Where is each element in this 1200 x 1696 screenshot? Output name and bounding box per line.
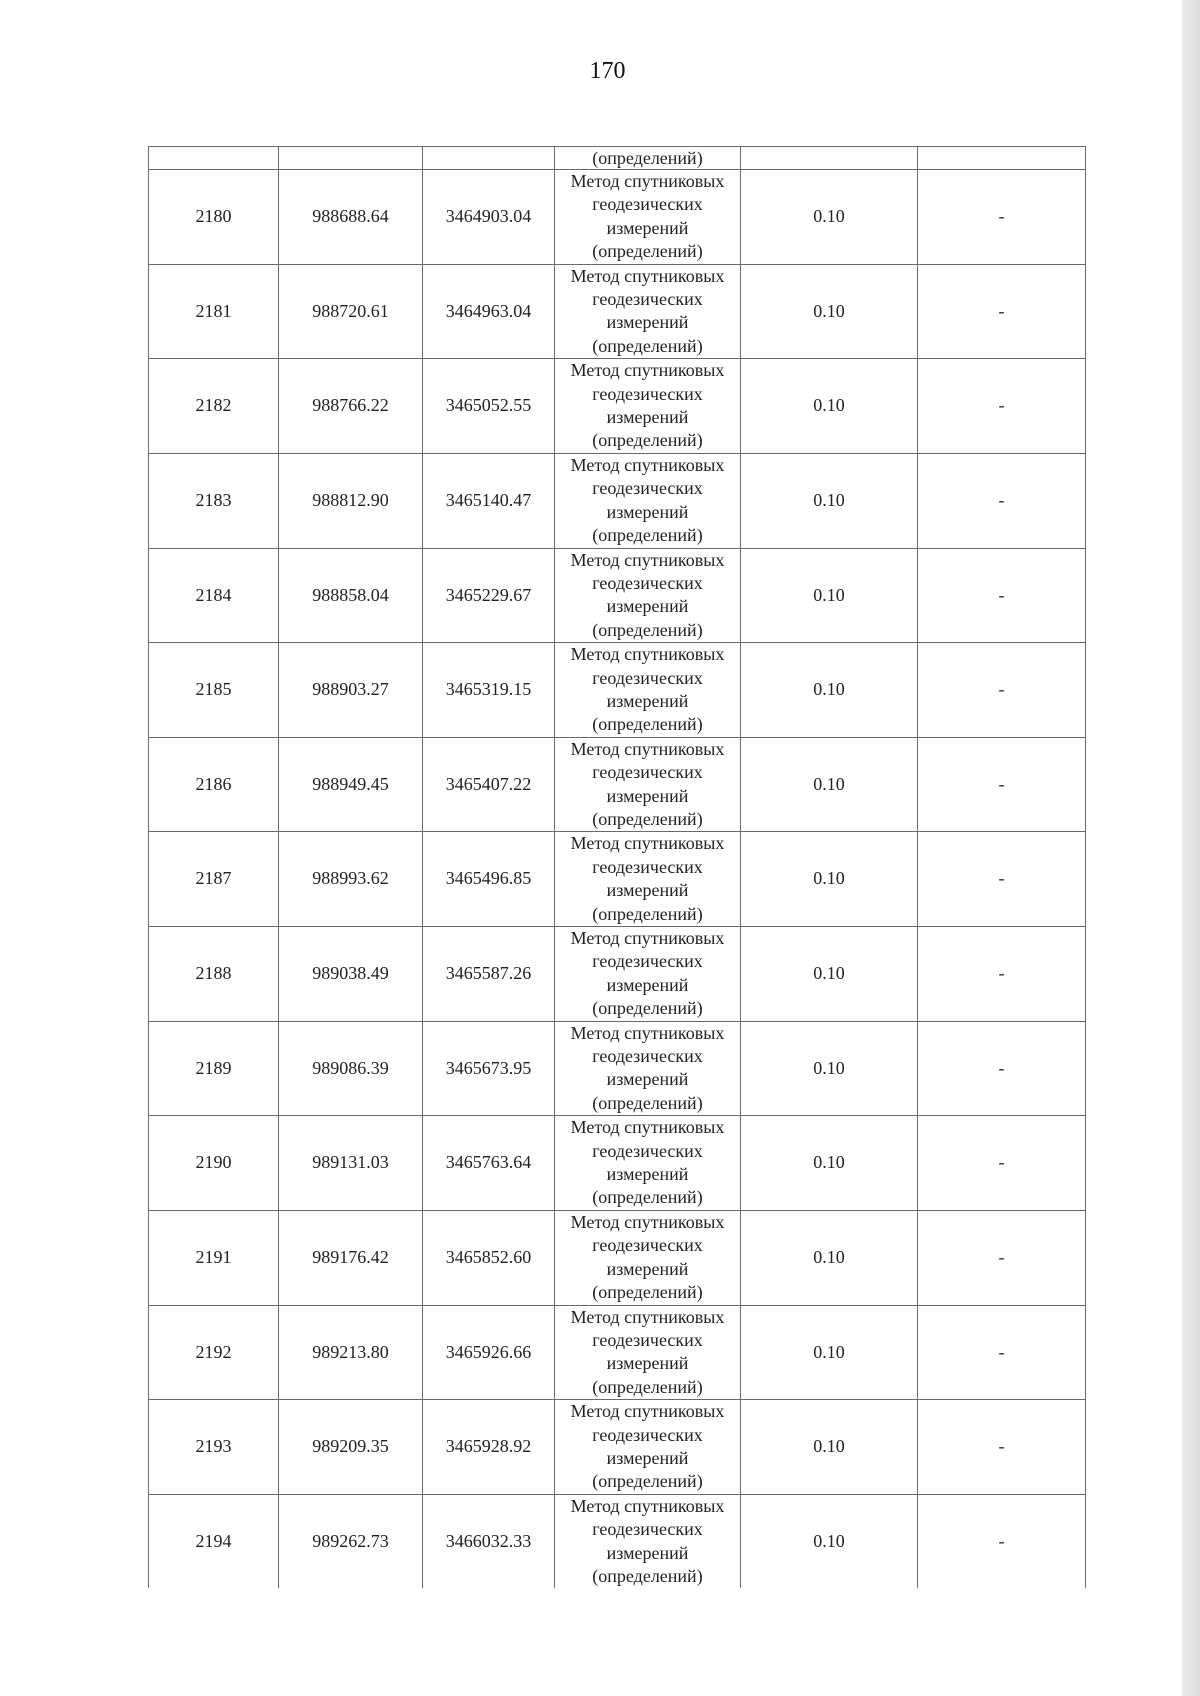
cell-accuracy: 0.10: [741, 1116, 918, 1211]
table-row: [149, 737, 1086, 832]
cell-method: [555, 1210, 741, 1305]
cell-num: [149, 147, 279, 170]
cell-x: 989131.03: [279, 1116, 423, 1211]
method-text: Метод спутниковых геодезических измерений (определений): [570, 454, 725, 546]
method-text: Метод спутниковых геодезических измерений (определений): [570, 1495, 725, 1586]
method-text: Метод спутниковых геодезических измерений (определений): [570, 1211, 725, 1303]
cell-y: 3465763.64: [423, 1116, 555, 1211]
cell-note: -: [918, 737, 1086, 832]
cell-x: 989038.49: [279, 927, 423, 1022]
scan-edge: [1182, 0, 1200, 1696]
cell-num: 2185: [149, 643, 279, 738]
cell-x: 989086.39: [279, 1021, 423, 1116]
cell-num: 2182: [149, 359, 279, 454]
method-text: Метод спутниковых геодезических измерений (определений): [570, 265, 725, 356]
table-row: [149, 1400, 1086, 1495]
table-row: [149, 1021, 1086, 1116]
cell-method: [555, 1400, 741, 1495]
cell-y: 3464903.04: [423, 170, 555, 265]
cell-note: -: [918, 1400, 1086, 1495]
cell-method: [555, 643, 741, 738]
cell-method: [555, 1021, 741, 1116]
cell-x: 989262.73: [279, 1494, 423, 1588]
cell-method: [555, 927, 741, 1022]
cell-num: 2180: [149, 170, 279, 265]
method-text: Метод спутниковых геодезических измерений (определений): [570, 644, 725, 735]
method-text: Метод спутниковых геодезических измерений (определений): [570, 738, 725, 829]
cell-y: 3465587.26: [423, 927, 555, 1022]
cell-num: 2191: [149, 1210, 279, 1305]
table-row: [149, 832, 1086, 927]
table-row: [149, 548, 1086, 643]
cell-x: 989176.42: [279, 1210, 423, 1305]
coordinates-table: [148, 146, 1086, 1588]
cell-note: -: [918, 1021, 1086, 1116]
cell-y: 3465407.22: [423, 737, 555, 832]
table-row: [149, 264, 1086, 359]
cell-accuracy: 0.10: [741, 737, 918, 832]
method-text: Метод спутниковых геодезических измерений (определений): [570, 360, 725, 451]
cell-y: 3465926.66: [423, 1305, 555, 1400]
cell-note: -: [918, 927, 1086, 1022]
table-body: [149, 147, 1086, 1589]
cell-num: 2190: [149, 1116, 279, 1211]
table-row: [149, 1494, 1086, 1588]
cell-note: -: [918, 1210, 1086, 1305]
cell-note: -: [918, 264, 1086, 359]
cell-accuracy: 0.10: [741, 170, 918, 265]
cell-note: -: [918, 643, 1086, 738]
cell-y: 3465496.85: [423, 832, 555, 927]
cell-y: 3465928.92: [423, 1400, 555, 1495]
cell-x: 988903.27: [279, 643, 423, 738]
cell-y: 3465319.15: [423, 643, 555, 738]
cell-x: 988949.45: [279, 737, 423, 832]
cell-num: 2188: [149, 927, 279, 1022]
cell-accuracy: 0.10: [741, 1494, 918, 1588]
table-row: [149, 643, 1086, 738]
cell-accuracy: 0.10: [741, 927, 918, 1022]
cell-accuracy: 0.10: [741, 1210, 918, 1305]
table-row: [149, 359, 1086, 454]
page-number: 170: [589, 58, 626, 84]
cell-method: [555, 1116, 741, 1211]
cell-y: 3465052.55: [423, 359, 555, 454]
cell-method: [555, 359, 741, 454]
cell-y: 3465140.47: [423, 453, 555, 548]
cell-x: 988766.22: [279, 359, 423, 454]
cell-y: 3465852.60: [423, 1210, 555, 1305]
cell-method: [555, 737, 741, 832]
cell-accuracy: 0.10: [741, 453, 918, 548]
cell-num: 2186: [149, 737, 279, 832]
cell-note: -: [918, 359, 1086, 454]
cell-note: -: [918, 1116, 1086, 1211]
cell-accuracy: 0.10: [741, 548, 918, 643]
cell-accuracy: 0.10: [741, 264, 918, 359]
cell-num: 2181: [149, 264, 279, 359]
cell-accuracy: 0.10: [741, 1021, 918, 1116]
table-row: [149, 927, 1086, 1022]
method-text: Метод спутниковых геодезических измерений (определений): [570, 1022, 725, 1113]
cell-method: [555, 453, 741, 548]
cell-x: 988812.90: [279, 453, 423, 548]
table-row: [149, 1210, 1086, 1305]
cell-method: (определений): [555, 147, 741, 170]
cell-accuracy: 0.10: [741, 1400, 918, 1495]
continued-row: [149, 147, 1086, 170]
cell-method: [555, 832, 741, 927]
cell-note: -: [918, 453, 1086, 548]
cell-x: 988720.61: [279, 264, 423, 359]
cell-x: 988688.64: [279, 170, 423, 265]
method-text: Метод спутниковых геодезических измерений (определений): [570, 171, 725, 262]
cell-method: [555, 170, 741, 265]
cell-num: 2189: [149, 1021, 279, 1116]
cell-x: 989209.35: [279, 1400, 423, 1495]
cell-note: -: [918, 1305, 1086, 1400]
cell-num: 2194: [149, 1494, 279, 1588]
cell-note: [918, 147, 1086, 170]
cell-accuracy: 0.10: [741, 1305, 918, 1400]
cell-y: 3464963.04: [423, 264, 555, 359]
cell-method: [555, 264, 741, 359]
cell-accuracy: [741, 147, 918, 170]
method-text: Метод спутниковых геодезических измерений (определений): [570, 1401, 725, 1492]
cell-y: [423, 147, 555, 170]
cell-num: 2193: [149, 1400, 279, 1495]
method-text: Метод спутниковых геодезических измерений (определений): [570, 549, 725, 640]
cell-accuracy: 0.10: [741, 832, 918, 927]
cell-method: [555, 1305, 741, 1400]
cell-x: 988858.04: [279, 548, 423, 643]
cell-note: -: [918, 832, 1086, 927]
table-row: [149, 170, 1086, 265]
table-row: [149, 1305, 1086, 1400]
table-row: [149, 1116, 1086, 1211]
cell-method: [555, 1494, 741, 1588]
cell-accuracy: 0.10: [741, 643, 918, 738]
cell-num: 2187: [149, 832, 279, 927]
cell-x: 989213.80: [279, 1305, 423, 1400]
cell-x: [279, 147, 423, 170]
cell-num: 2184: [149, 548, 279, 643]
method-text: Метод спутниковых геодезических измерений (определений): [570, 1306, 725, 1397]
cell-method: [555, 548, 741, 643]
cell-note: -: [918, 170, 1086, 265]
cell-y: 3466032.33: [423, 1494, 555, 1588]
cell-note: -: [918, 1494, 1086, 1588]
cell-y: 3465229.67: [423, 548, 555, 643]
cell-num: 2192: [149, 1305, 279, 1400]
cell-num: 2183: [149, 453, 279, 548]
cell-note: -: [918, 548, 1086, 643]
method-text: Метод спутниковых геодезических измерений (определений): [570, 833, 725, 924]
method-text: Метод спутниковых геодезических измерений (определений): [570, 928, 725, 1019]
method-text: Метод спутниковых геодезических измерений (определений): [570, 1117, 725, 1208]
cell-accuracy: 0.10: [741, 359, 918, 454]
cell-x: 988993.62: [279, 832, 423, 927]
table-row: [149, 453, 1086, 548]
cell-y: 3465673.95: [423, 1021, 555, 1116]
